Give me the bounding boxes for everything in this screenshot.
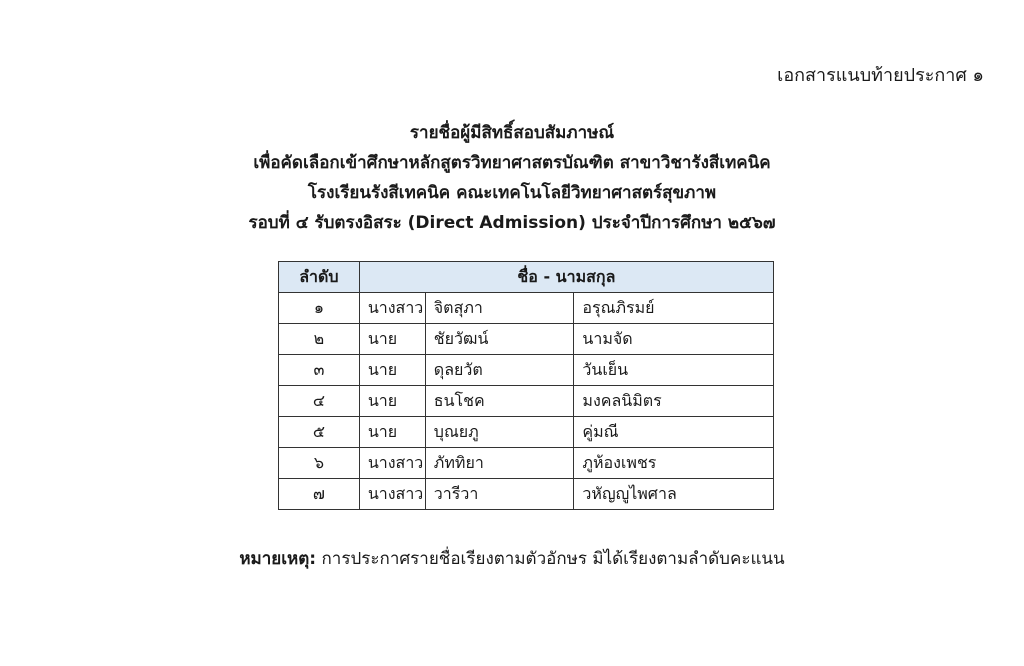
- cell-first-name: ธนโชค: [425, 386, 574, 417]
- table-row: [279, 355, 774, 386]
- cell-first-name: ชัยวัฒน์: [425, 324, 574, 355]
- cell-number: ๖: [279, 448, 360, 479]
- annex-label: เอกสารแนบท้ายประกาศ ๑: [777, 65, 984, 86]
- cell-prefix: นาย: [359, 324, 425, 355]
- cell-last-name: คู่มณี: [574, 417, 774, 448]
- table-row: [279, 417, 774, 448]
- cell-prefix: นาย: [359, 355, 425, 386]
- footnote-label: หมายเหตุ:: [239, 549, 317, 569]
- cell-number: ๗: [279, 479, 360, 510]
- table-row: [279, 324, 774, 355]
- cell-number: ๔: [279, 386, 360, 417]
- table-row: [279, 479, 774, 510]
- cell-last-name: ภูห้องเพชร: [574, 448, 774, 479]
- cell-first-name: บุณยภู: [425, 417, 574, 448]
- footnote: [0, 545, 1024, 572]
- cell-number: ๒: [279, 324, 360, 355]
- table-header-row: [279, 262, 774, 293]
- cell-prefix: นาย: [359, 417, 425, 448]
- cell-first-name: วารีวา: [425, 479, 574, 510]
- cell-last-name: มงคลนิมิตร: [574, 386, 774, 417]
- title-line-1: รายชื่อผู้มีสิทธิ์สอบสัมภาษณ์: [409, 123, 615, 143]
- table-row: [279, 386, 774, 417]
- header-number: ลำดับ: [279, 262, 360, 293]
- title-line-2: เพื่อคัดเลือกเข้าศึกษาหลักสูตรวิทยาศาสตรบัณฑิต สาขาวิชารังสีเทคนิค: [253, 153, 771, 173]
- cell-number: ๕: [279, 417, 360, 448]
- cell-prefix: นางสาว: [359, 479, 425, 510]
- cell-prefix: นางสาว: [359, 293, 425, 324]
- title-line-3: โรงเรียนรังสีเทคนิค คณะเทคโนโลยีวิทยาศาสตร์สุขภาพ: [307, 183, 717, 203]
- cell-first-name: ดุลยวัต: [425, 355, 574, 386]
- cell-last-name: วันเย็น: [574, 355, 774, 386]
- cell-last-name: นามจัด: [574, 324, 774, 355]
- cell-last-name: อรุณภิรมย์: [574, 293, 774, 324]
- cell-number: ๑: [279, 293, 360, 324]
- table-body: [279, 293, 774, 510]
- table-row: [279, 448, 774, 479]
- document-title: [0, 118, 1024, 238]
- cell-prefix: นาย: [359, 386, 425, 417]
- header-full-name: ชื่อ - นามสกุล: [359, 262, 773, 293]
- cell-first-name: จิตสุภา: [425, 293, 574, 324]
- cell-number: ๓: [279, 355, 360, 386]
- cell-first-name: ภัททิยา: [425, 448, 574, 479]
- cell-prefix: นางสาว: [359, 448, 425, 479]
- title-line-4: รอบที่ ๔ รับตรงอิสระ (Direct Admission) ประจำปีการศึกษา ๒๕๖๗: [248, 213, 776, 233]
- cell-last-name: วหัญญูไพศาล: [574, 479, 774, 510]
- candidates-table: [278, 261, 774, 510]
- footnote-text: การประกาศรายชื่อเรียงตามตัวอักษร มิได้เรียงตามลำดับคะแนน: [316, 549, 785, 569]
- table-row: [279, 293, 774, 324]
